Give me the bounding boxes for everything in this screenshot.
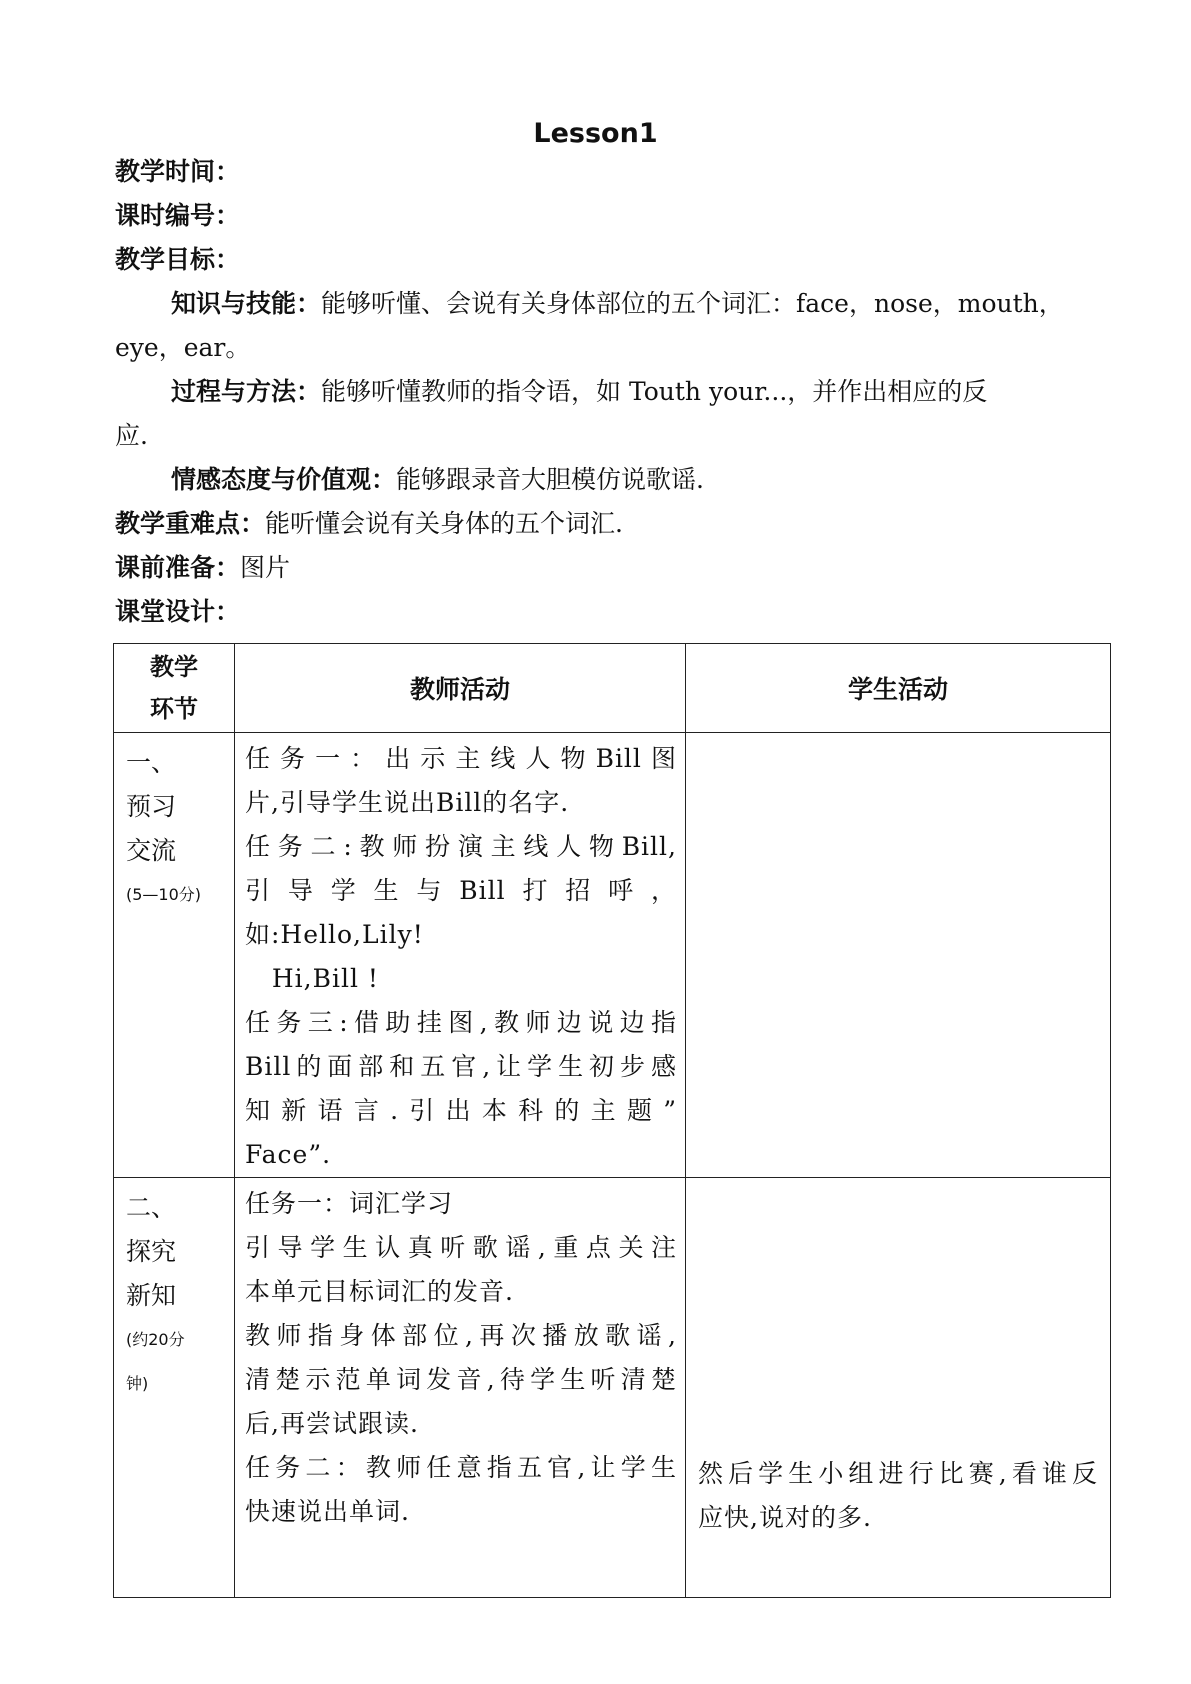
teacher-line: 任务一：出示主线人物Bill图 [245, 744, 677, 773]
stage-time: (5—10分) [126, 885, 202, 904]
knowledge-goal [171, 282, 1064, 326]
knowledge-text: 能够听懂、会说有关身体部位的五个词汇：face，nose，mouth， [321, 289, 1064, 318]
document-title: Lesson1 [533, 118, 658, 149]
preparation-text: 图片 [240, 553, 291, 582]
process-text: 能够听懂教师的指令语，如 Touth your...，并作出相应的反 [321, 377, 988, 406]
knowledge-label: 知识与技能： [171, 289, 322, 318]
teaching-time-label: 教学时间： [115, 157, 241, 186]
design-label: 课堂设计： [115, 597, 241, 626]
process-label: 过程与方法： [171, 377, 322, 406]
teacher-line: Face”. [245, 1140, 332, 1169]
student-activity-cell [686, 733, 1111, 1178]
teacher-activity-cell [235, 733, 686, 1178]
emotion-label: 情感态度与价值观： [171, 465, 397, 494]
teacher-line: 本单元目标词汇的发音. [245, 1277, 514, 1306]
stage-cell [114, 1178, 235, 1598]
stage-cell [114, 733, 235, 1178]
header-teacher: 教师活动 [235, 644, 686, 733]
knowledge-text-cont: eye，ear。 [115, 333, 251, 362]
table-row [114, 1178, 1111, 1598]
stage-name-2: 交流 [126, 836, 177, 865]
preparation-label: 课前准备： [115, 553, 241, 582]
student-activity-cell [686, 1178, 1111, 1598]
teacher-line: 引导学生与Bill打招呼， [245, 876, 677, 905]
teacher-line: 任务三:借助挂图,教师边说边指 [245, 1008, 677, 1037]
student-activity-text [698, 1452, 1098, 1540]
lesson-number-label: 课时编号： [115, 201, 241, 230]
teacher-line: 清楚示范单词发音,待学生听清楚 [245, 1365, 677, 1394]
header-stage-line1: 教学 [150, 653, 198, 681]
difficulty [115, 502, 623, 546]
header-stage [114, 644, 235, 733]
stage-name-1: 预习 [126, 792, 177, 821]
stage-number: 二、 [126, 1193, 177, 1222]
teacher-line: 如:Hello,Lily! [245, 920, 424, 949]
header-student: 学生活动 [686, 644, 1111, 733]
teacher-line: Hi,Bill ! [245, 964, 379, 993]
preparation [115, 546, 290, 590]
process-goal [171, 370, 987, 414]
teaching-goal-label: 教学目标： [115, 245, 241, 274]
difficulty-label: 教学重难点： [115, 509, 266, 538]
teacher-activity-cell [235, 1178, 686, 1598]
teacher-line: 引导学生认真听歌谣,重点关注 [245, 1233, 677, 1262]
process-text-cont: 应. [115, 421, 148, 450]
teacher-line: 片,引导学生说出Bill的名字. [245, 788, 570, 817]
emotion-text: 能够跟录音大胆模仿说歌谣. [396, 465, 704, 494]
teacher-line: 快速说出单词. [245, 1497, 410, 1526]
student-line: 然后学生小组进行比赛,看谁反 [698, 1459, 1098, 1488]
table-row [114, 733, 1111, 1178]
teacher-line: 任务二：教师任意指五官,让学生 [245, 1453, 677, 1482]
stage-number: 一、 [126, 748, 177, 777]
stage-time-2: 钟) [126, 1374, 149, 1393]
table-header-row [114, 644, 1111, 733]
student-line: 应快,说对的多. [698, 1503, 872, 1532]
header-stage-line2: 环节 [150, 695, 198, 723]
lesson-design-table [113, 643, 1111, 1598]
emotion-goal [171, 458, 704, 502]
stage-time-1: (约20分 [126, 1330, 185, 1349]
stage-name-2: 新知 [126, 1281, 177, 1310]
teacher-line: 任务一：词汇学习 [245, 1189, 454, 1218]
teacher-line: 教师指身体部位,再次播放歌谣, [245, 1321, 677, 1350]
teacher-line: 任务二:教师扮演主线人物Bill, [245, 832, 677, 861]
teacher-line: Bill的面部和五官,让学生初步感 [245, 1052, 677, 1081]
stage-name-1: 探究 [126, 1237, 177, 1266]
teacher-line: 后,再尝试跟读. [245, 1409, 419, 1438]
difficulty-text: 能听懂会说有关身体的五个词汇. [265, 509, 623, 538]
teacher-line: 知新语言.引出本科的主题” [245, 1096, 677, 1125]
